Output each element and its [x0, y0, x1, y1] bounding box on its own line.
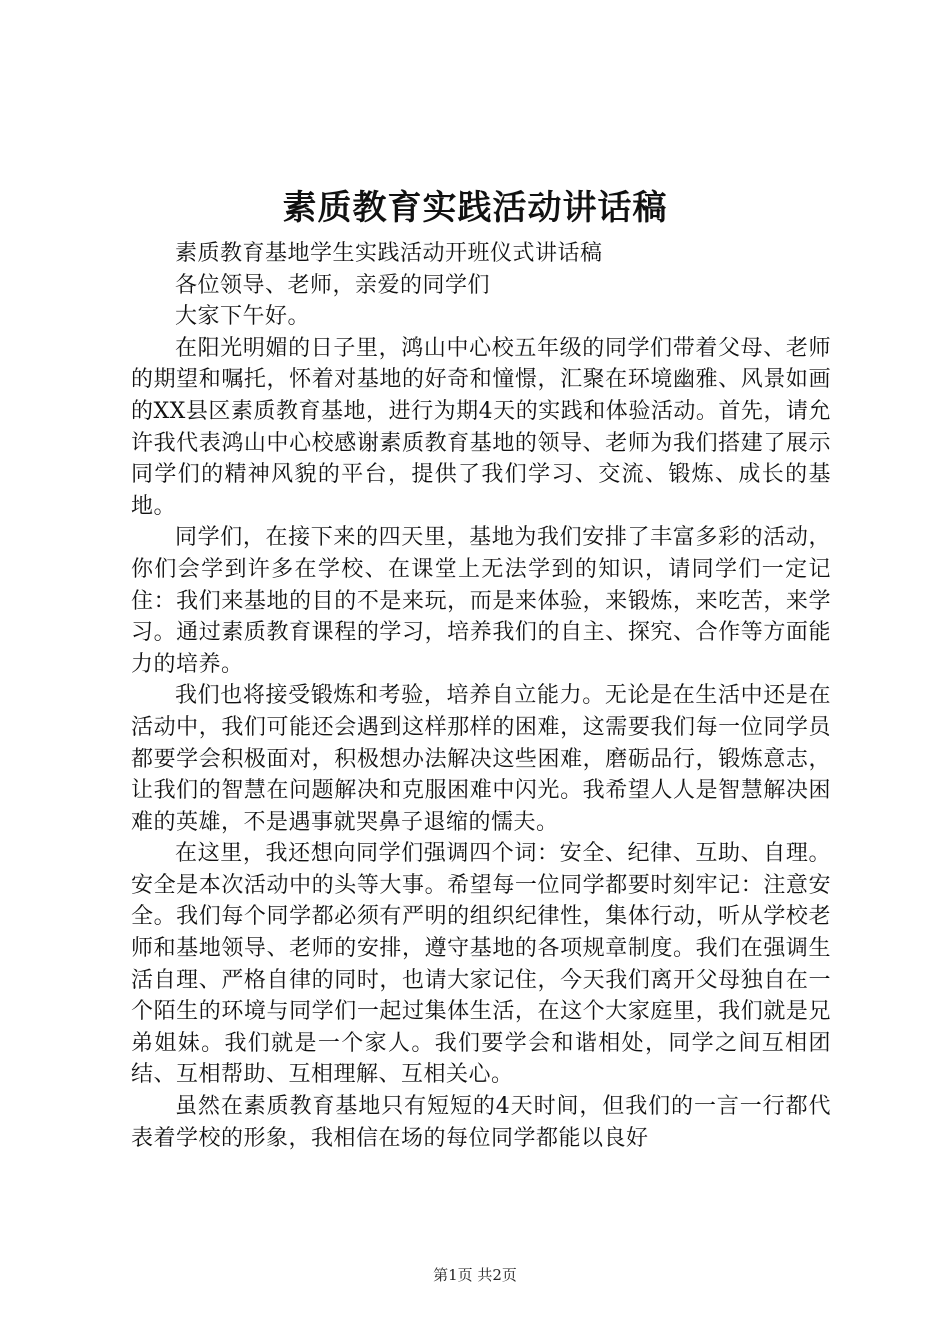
paragraph: 大家下午好。 [175, 304, 311, 330]
paragraph: 各位领导、老师，亲爱的同学们 [175, 272, 491, 298]
paragraph: 在阳光明媚的日子里，鸿山中心校五年级的同学们带着父母、老师的期望和嘱托，怀着对基地的好奇和憧憬，汇聚在环境幽雅、风景如画的XX县区素质教育基地，进行为期4天的实践和体验活动。首先，请允许我代表鸿山中心校感谢素质教育基地的领导、老师为我们搭建了展示同学们的精神风貌的平台，提供了我们学习、交流、锻炼、成长的基地。 [131, 335, 831, 519]
paragraph: 在这里，我还想向同学们强调四个词：安全、纪律、互助、自理。安全是本次活动中的头等大事。希望每一位同学都要时刻牢记：注意安全。我们每个同学都必须有严明的组织纪律性，集体行动，听从学校老师和基地领导、老师的安排，遵守基地的各项规章制度。我们在强调生活自理、严格自律的同时，也请大家记住，今天我们离开父母独自在一个陌生的环境与同学们一起过集体生活，在这个大家庭里，我们就是兄弟姐妹。我们就是一个家人。我们要学会和谐相处，同学之间互相团结、互相帮助、互相理解、互相关心。 [131, 841, 831, 1088]
paragraph: 素质教育基地学生实践活动开班仪式讲话稿 [175, 241, 603, 266]
document-title: 素质教育实践活动讲话稿 [282, 188, 668, 228]
document-body [131, 238, 831, 1154]
paragraph: 虽然在素质教育基地只有短短的4天时间，但我们的一言一行都代表着学校的形象，我相信在场的每位同学都能以良好 [131, 1094, 831, 1151]
page-number-footer: 第1页 共2页 [433, 1266, 517, 1284]
paragraph: 同学们，在接下来的四天里，基地为我们安排了丰富多彩的活动，你们会学到许多在学校、在课堂上无法学到的知识，请同学们一定记住：我们来基地的目的不是来玩，而是来体验，来锻炼，来吃苦，来学习。通过素质教育课程的学习，培养我们的自主、探究、合作等方面能力的培养。 [131, 525, 831, 677]
paragraph: 我们也将接受锻炼和考验，培养自立能力。无论是在生活中还是在活动中，我们可能还会遇到这样那样的困难，这需要我们每一位同学员都要学会积极面对，积极想办法解决这些困难，磨砺品行，锻炼意志，让我们的智慧在问题解决和克服困难中闪光。我希望人人是智慧解决困难的英雄，不是遇事就哭鼻子退缩的懦夫。 [131, 683, 831, 835]
